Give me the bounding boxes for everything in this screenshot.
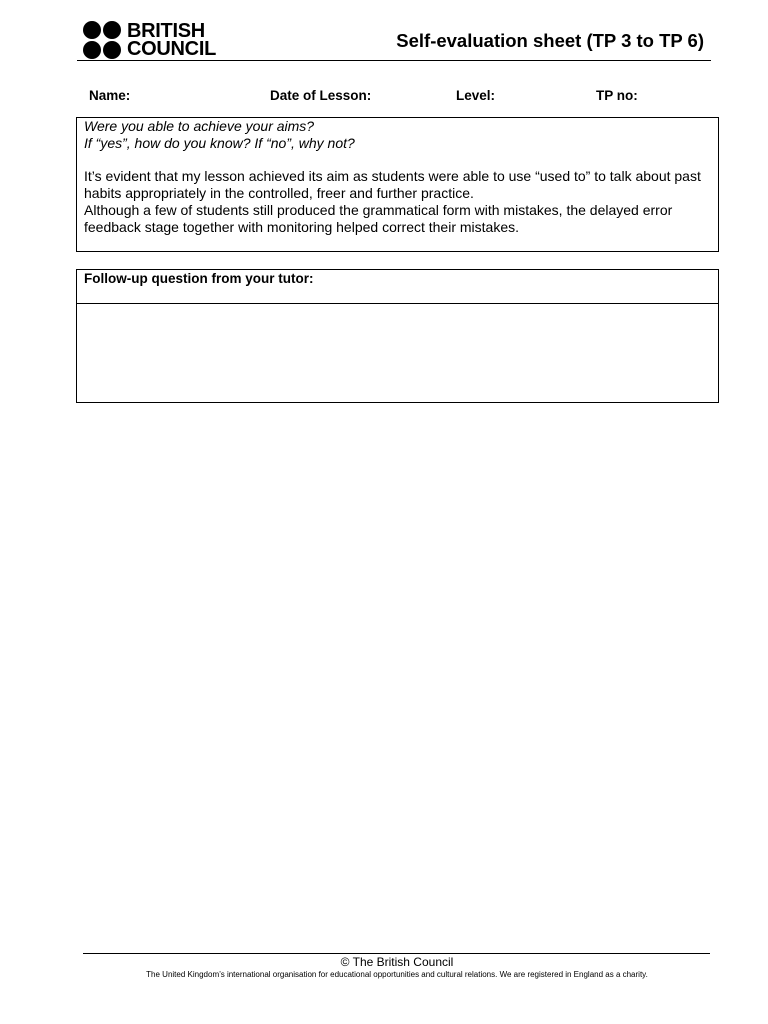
tp-no-label: TP no:	[596, 88, 638, 103]
level-label: Level:	[456, 88, 496, 103]
logo-line-1: BRITISH	[127, 20, 205, 42]
logo-wordmark	[127, 22, 216, 58]
aims-answer-paragraph-1: It’s evident that my lesson achieved its aim as students were able to use “used to” to talk about past habits appropriately in the controlled, freer and further practice.	[84, 168, 701, 201]
british-council-logo	[83, 21, 216, 59]
name-label: Name:	[89, 88, 131, 103]
tutor-followup-box	[76, 269, 719, 403]
lesson-info-row	[0, 88, 768, 106]
header-divider	[77, 60, 711, 61]
logo-dots-icon	[83, 21, 121, 59]
tutor-followup-label: Follow-up question from your tutor:	[77, 270, 718, 304]
aims-answer-paragraph-2: Although a few of students still produced the grammatical form with mistakes, the delayed error feedback stage together with monitoring helped correct their mistakes.	[84, 202, 673, 235]
aims-followup-question: If “yes”, how do you know? If “no”, why not?	[84, 135, 355, 151]
aims-evaluation-box[interactable]	[76, 117, 719, 252]
footer-divider	[83, 953, 710, 954]
aims-question: Were you able to achieve your aims?	[84, 118, 315, 134]
tutor-followup-field[interactable]	[77, 304, 718, 402]
page-title: Self-evaluation sheet (TP 3 to TP 6)	[396, 30, 704, 51]
footer-charity-note: The United Kingdom’s international organisation for educational opportunities and cultural relations. We are registered in England as a charity.	[146, 970, 648, 979]
date-of-lesson-label: Date of Lesson:	[270, 88, 372, 103]
footer-copyright: © The British Council	[340, 955, 454, 969]
logo-line-2: COUNCIL	[127, 38, 217, 60]
